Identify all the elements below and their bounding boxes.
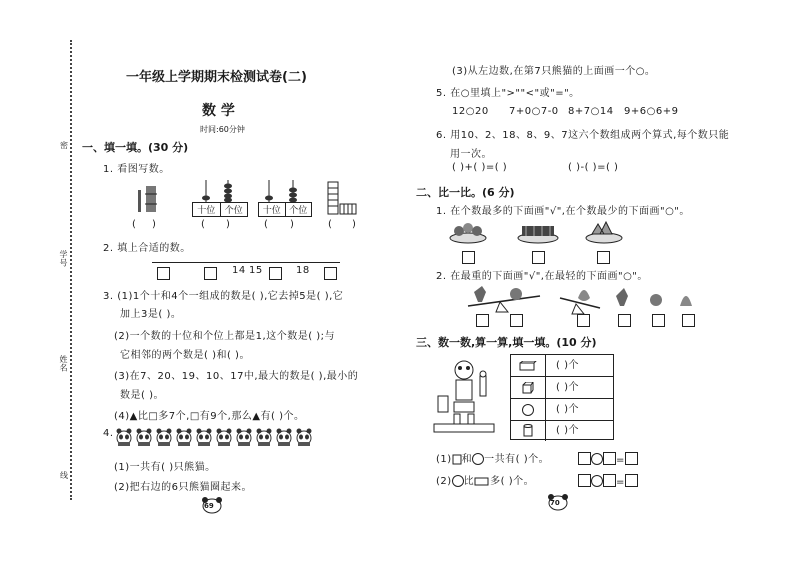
sphere-icon xyxy=(452,475,464,487)
answer-box xyxy=(204,263,217,282)
cuboid-icon xyxy=(519,361,537,371)
table-row xyxy=(511,421,613,441)
q2-label: 2. 填上合适的数。 xyxy=(103,243,191,254)
fruit-row-icon xyxy=(616,288,692,306)
answer-paren: ) xyxy=(290,219,295,230)
section-1-heading: 一、填一填。(30 分) xyxy=(82,141,189,154)
q3-3-line1: (3)在7、20、19、10、17中,最大的数是( ),最小的 xyxy=(114,371,359,382)
operator-circle xyxy=(591,475,603,487)
s2-q2: 2. 在最重的下面画"√",在最轻的下面画"○"。 xyxy=(436,271,648,282)
operator-circle xyxy=(591,453,603,465)
shape-count-table xyxy=(510,354,614,440)
section-3-heading: 三、数一数,算一算,填一填。(10 分) xyxy=(416,336,597,349)
count-cell: ( )个 xyxy=(556,360,579,371)
q3-2-line1: (2)一个数的十位和个位上都是1,这个数是( );与 xyxy=(114,331,336,342)
ones-label: 个位 xyxy=(224,206,243,216)
number-line-value: 15 xyxy=(249,265,263,276)
q5-item: 9+6○6+9 xyxy=(624,106,679,117)
panda-icon xyxy=(237,429,252,447)
s2-q1: 1. 在个数最多的下面画"√",在个数最少的下面画"○"。 xyxy=(436,206,690,217)
s3-q2-rest: 多( )个。 xyxy=(490,476,535,487)
s3-q2-prefix: (2) xyxy=(436,476,452,487)
s3-q1-rest: 一共有( )个。 xyxy=(484,454,550,465)
q4-1: (1)一共有( )只熊猫。 xyxy=(114,462,216,473)
cube-icon xyxy=(522,382,534,394)
scale-1-icon xyxy=(468,286,540,312)
q6-equation-2: ( )-( )=( ) xyxy=(568,162,619,173)
answer-box xyxy=(597,247,610,266)
block-stack-icon xyxy=(328,182,356,214)
number-line xyxy=(152,262,340,263)
count-cell: ( )个 xyxy=(556,404,579,415)
tens-label: 十位 xyxy=(193,203,221,216)
answer-paren: ) xyxy=(152,219,157,230)
abacus-2-icon xyxy=(265,180,297,203)
q3-2-line2: 它相邻的两个数是( )和( )。 xyxy=(120,350,250,361)
panda-icon xyxy=(217,429,232,447)
q3-1-line2: 加上3是( )。 xyxy=(120,309,182,320)
s3-q1 xyxy=(436,450,549,465)
binding-line xyxy=(70,40,72,500)
table-row xyxy=(511,377,613,399)
q5-item: 7+0○7-0 xyxy=(509,106,559,117)
q4-number: 4. xyxy=(103,428,114,439)
answer-paren: ) xyxy=(352,219,357,230)
plate-3-icon xyxy=(586,222,622,243)
page-number: 70 xyxy=(550,499,560,507)
margin-label: 线 xyxy=(60,471,69,480)
q3-3-line2: 数是( )。 xyxy=(120,390,164,401)
subtraction-equation: = xyxy=(578,470,638,489)
margin-label: 姓名 xyxy=(59,355,68,372)
ones-label: 个位 xyxy=(289,206,308,216)
addition-equation: = xyxy=(578,448,638,467)
q6-line2: 用一次。 xyxy=(450,149,492,160)
page-number: 69 xyxy=(204,502,214,510)
panda-icon xyxy=(137,429,152,447)
subject-title: 数 学 xyxy=(202,103,235,119)
cylinder-icon xyxy=(452,453,462,465)
count-cell: ( )个 xyxy=(556,382,579,393)
answer-box xyxy=(603,474,616,487)
answer-paren: ( xyxy=(328,219,333,230)
answer-box xyxy=(269,263,282,282)
s3-q1-and: 和 xyxy=(461,454,473,465)
stick-bundle-icon xyxy=(138,186,157,212)
answer-box xyxy=(476,310,489,329)
answer-box xyxy=(577,310,590,329)
answer-box xyxy=(532,247,545,266)
sphere-icon xyxy=(472,453,484,465)
number-line-value: 18 xyxy=(296,265,310,276)
time-limit: 时间:60分钟 xyxy=(200,125,245,134)
q6-line1: 6. 用10、2、18、8、9、7这六个数组成两个算式,每个数只能 xyxy=(436,130,730,141)
place-value-table-2 xyxy=(258,202,312,217)
exam-title: 一年级上学期期末检测试卷(二) xyxy=(126,70,307,85)
tens-label: 十位 xyxy=(259,203,286,216)
s3-q2 xyxy=(436,472,534,487)
answer-box xyxy=(578,474,591,487)
q1-label: 1. 看图写数。 xyxy=(103,164,170,175)
cylinder-icon xyxy=(523,424,533,438)
fruit-plates xyxy=(448,216,628,246)
margin-label: 密 xyxy=(60,141,69,150)
block-robot-icon xyxy=(430,356,500,436)
s3-q2-than: 比 xyxy=(463,476,475,487)
answer-box xyxy=(625,474,638,487)
panda-icon xyxy=(117,429,132,447)
count-cell: ( )个 xyxy=(556,425,579,436)
abacus-1-icon xyxy=(202,180,232,203)
answer-box xyxy=(157,263,170,282)
panda-icon xyxy=(197,429,212,447)
answer-box xyxy=(618,310,631,329)
s3-q1-prefix: (1) xyxy=(436,454,452,465)
q3-1-line1: 3. (1)1个十和4个一组成的数是( ),它去掉5是( ),它 xyxy=(103,291,344,302)
margin-label: 学号 xyxy=(59,250,68,267)
answer-paren: ) xyxy=(226,219,231,230)
answer-box xyxy=(510,310,523,329)
q5-item: 12○20 xyxy=(452,106,489,117)
cuboid-icon xyxy=(474,476,490,486)
panda-row xyxy=(116,426,326,448)
answer-box xyxy=(578,452,591,465)
panda-icon xyxy=(277,429,292,447)
answer-box xyxy=(462,247,475,266)
table-row xyxy=(511,355,613,377)
q4-2: (2)把右边的6只熊猫圈起来。 xyxy=(114,482,253,493)
plate-1-icon xyxy=(450,223,486,243)
panda-icon xyxy=(177,429,192,447)
answer-box xyxy=(603,452,616,465)
number-line-value: 14 xyxy=(232,265,246,276)
q3-4: (4)▲比□多7个,□有9个,那么▲有( )个。 xyxy=(114,411,305,422)
q5-item: 8+7○14 xyxy=(568,106,614,117)
answer-box xyxy=(324,263,337,282)
answer-paren: ( xyxy=(132,219,137,230)
panda-icon xyxy=(257,429,272,447)
answer-paren: ( xyxy=(201,219,206,230)
answer-paren: ( xyxy=(264,219,269,230)
table-row xyxy=(511,399,613,421)
panda-icon xyxy=(157,429,172,447)
sphere-icon xyxy=(522,404,534,416)
q6-equation-1: ( )+( )=( ) xyxy=(452,162,508,173)
answer-box xyxy=(652,310,665,329)
section-2-heading: 二、比一比。(6 分) xyxy=(416,186,515,199)
panda-icon xyxy=(297,429,312,447)
q5-label: 5. 在○里填上">""<"或"="。 xyxy=(436,88,580,99)
answer-box xyxy=(682,310,695,329)
answer-box xyxy=(625,452,638,465)
plate-2-icon xyxy=(518,226,558,243)
q4-3: (3)从左边数,在第7只熊猫的上面画一个○。 xyxy=(452,66,656,77)
place-value-table-1 xyxy=(192,202,248,217)
